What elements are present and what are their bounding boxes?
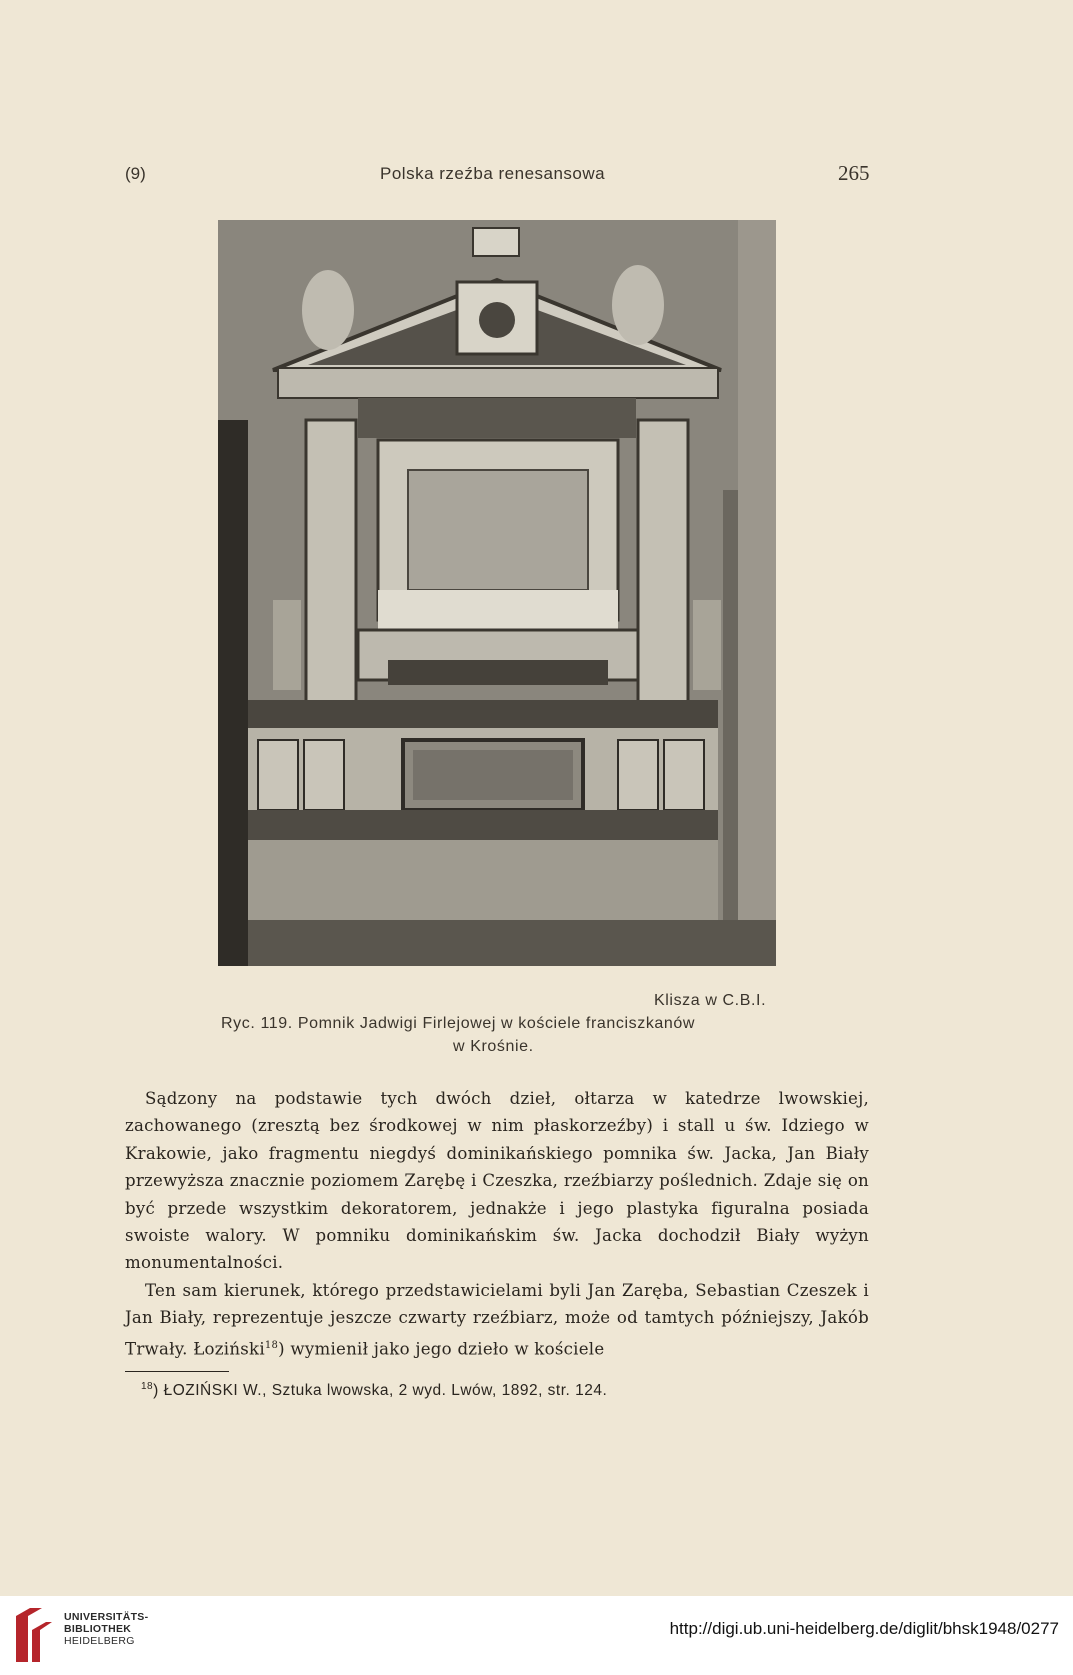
library-name-line1: UNIVERSITÄTS- [64,1611,149,1623]
footnote-reference: 18 [264,1339,279,1351]
library-logo-icon [12,1606,56,1668]
paragraph-text: Ten sam kierunek, którego przedstawicielami byli Jan Zaręba, Sebastian Czeszek i Jan Biały, reprezentuje jeszcze czwarty rzeźbiarz, może od tamtych późniejszy, Jakób Trwały. Łoziński [125,1280,869,1359]
figure-caption-continued: w Krośnie. [453,1038,534,1055]
body-text [125,1085,869,1363]
monument-photograph [218,220,776,966]
photo-credit: Klisza w C.B.I. [654,992,767,1009]
section-number: (9) [125,164,146,183]
library-name-line3: HEIDELBERG [64,1635,135,1647]
source-url-link[interactable]: http://digi.ub.uni-heidelberg.de/diglit/bhsk1948/0277 [669,1619,1059,1638]
footnote-text: ) ŁOZIŃSKI W., Sztuka lwowska, 2 wyd. Lwów, 1892, str. 124. [153,1382,608,1400]
paragraph: Sądzony na podstawie tych dwóch dzieł, ołtarza w katedrze lwowskiej, zachowanego (zresztą bez środkowej w nim płaskorzeźby) i stall u św. Idziego w Krakowie, jako fragmentu niegdyś dominikańskiego pomnika św. Jacka, Jan Biały przewyższa znacznie poziomem Zarębę i Czeszka, rzeźbiarzy poślednich. Zdaje się on być przede wszystkim dekoratorem, jednakże i jego plastyka figuralna posiada swoiste walory. W pomniku dominikańskim św. Jacka dochodził Biały wyżyn monumentalności. [125,1089,869,1273]
library-footer [0,1596,1073,1675]
page-number: 265 [838,161,870,185]
library-name-line2: BIBLIOTHEK [64,1623,132,1635]
footnote [141,1381,607,1400]
running-title: Polska rzeźba renesansowa [380,164,606,183]
paragraph [125,1277,869,1363]
library-name [64,1611,148,1647]
footnote-number: 18 [141,1381,154,1392]
figure-caption: Ryc. 119. Pomnik Jadwigi Firlejowej w kościele franciszkanów [221,1015,696,1032]
paragraph-text-end: ) wymienił jako jego dzieło w kościele [278,1339,605,1359]
footnote-divider [125,1371,229,1372]
